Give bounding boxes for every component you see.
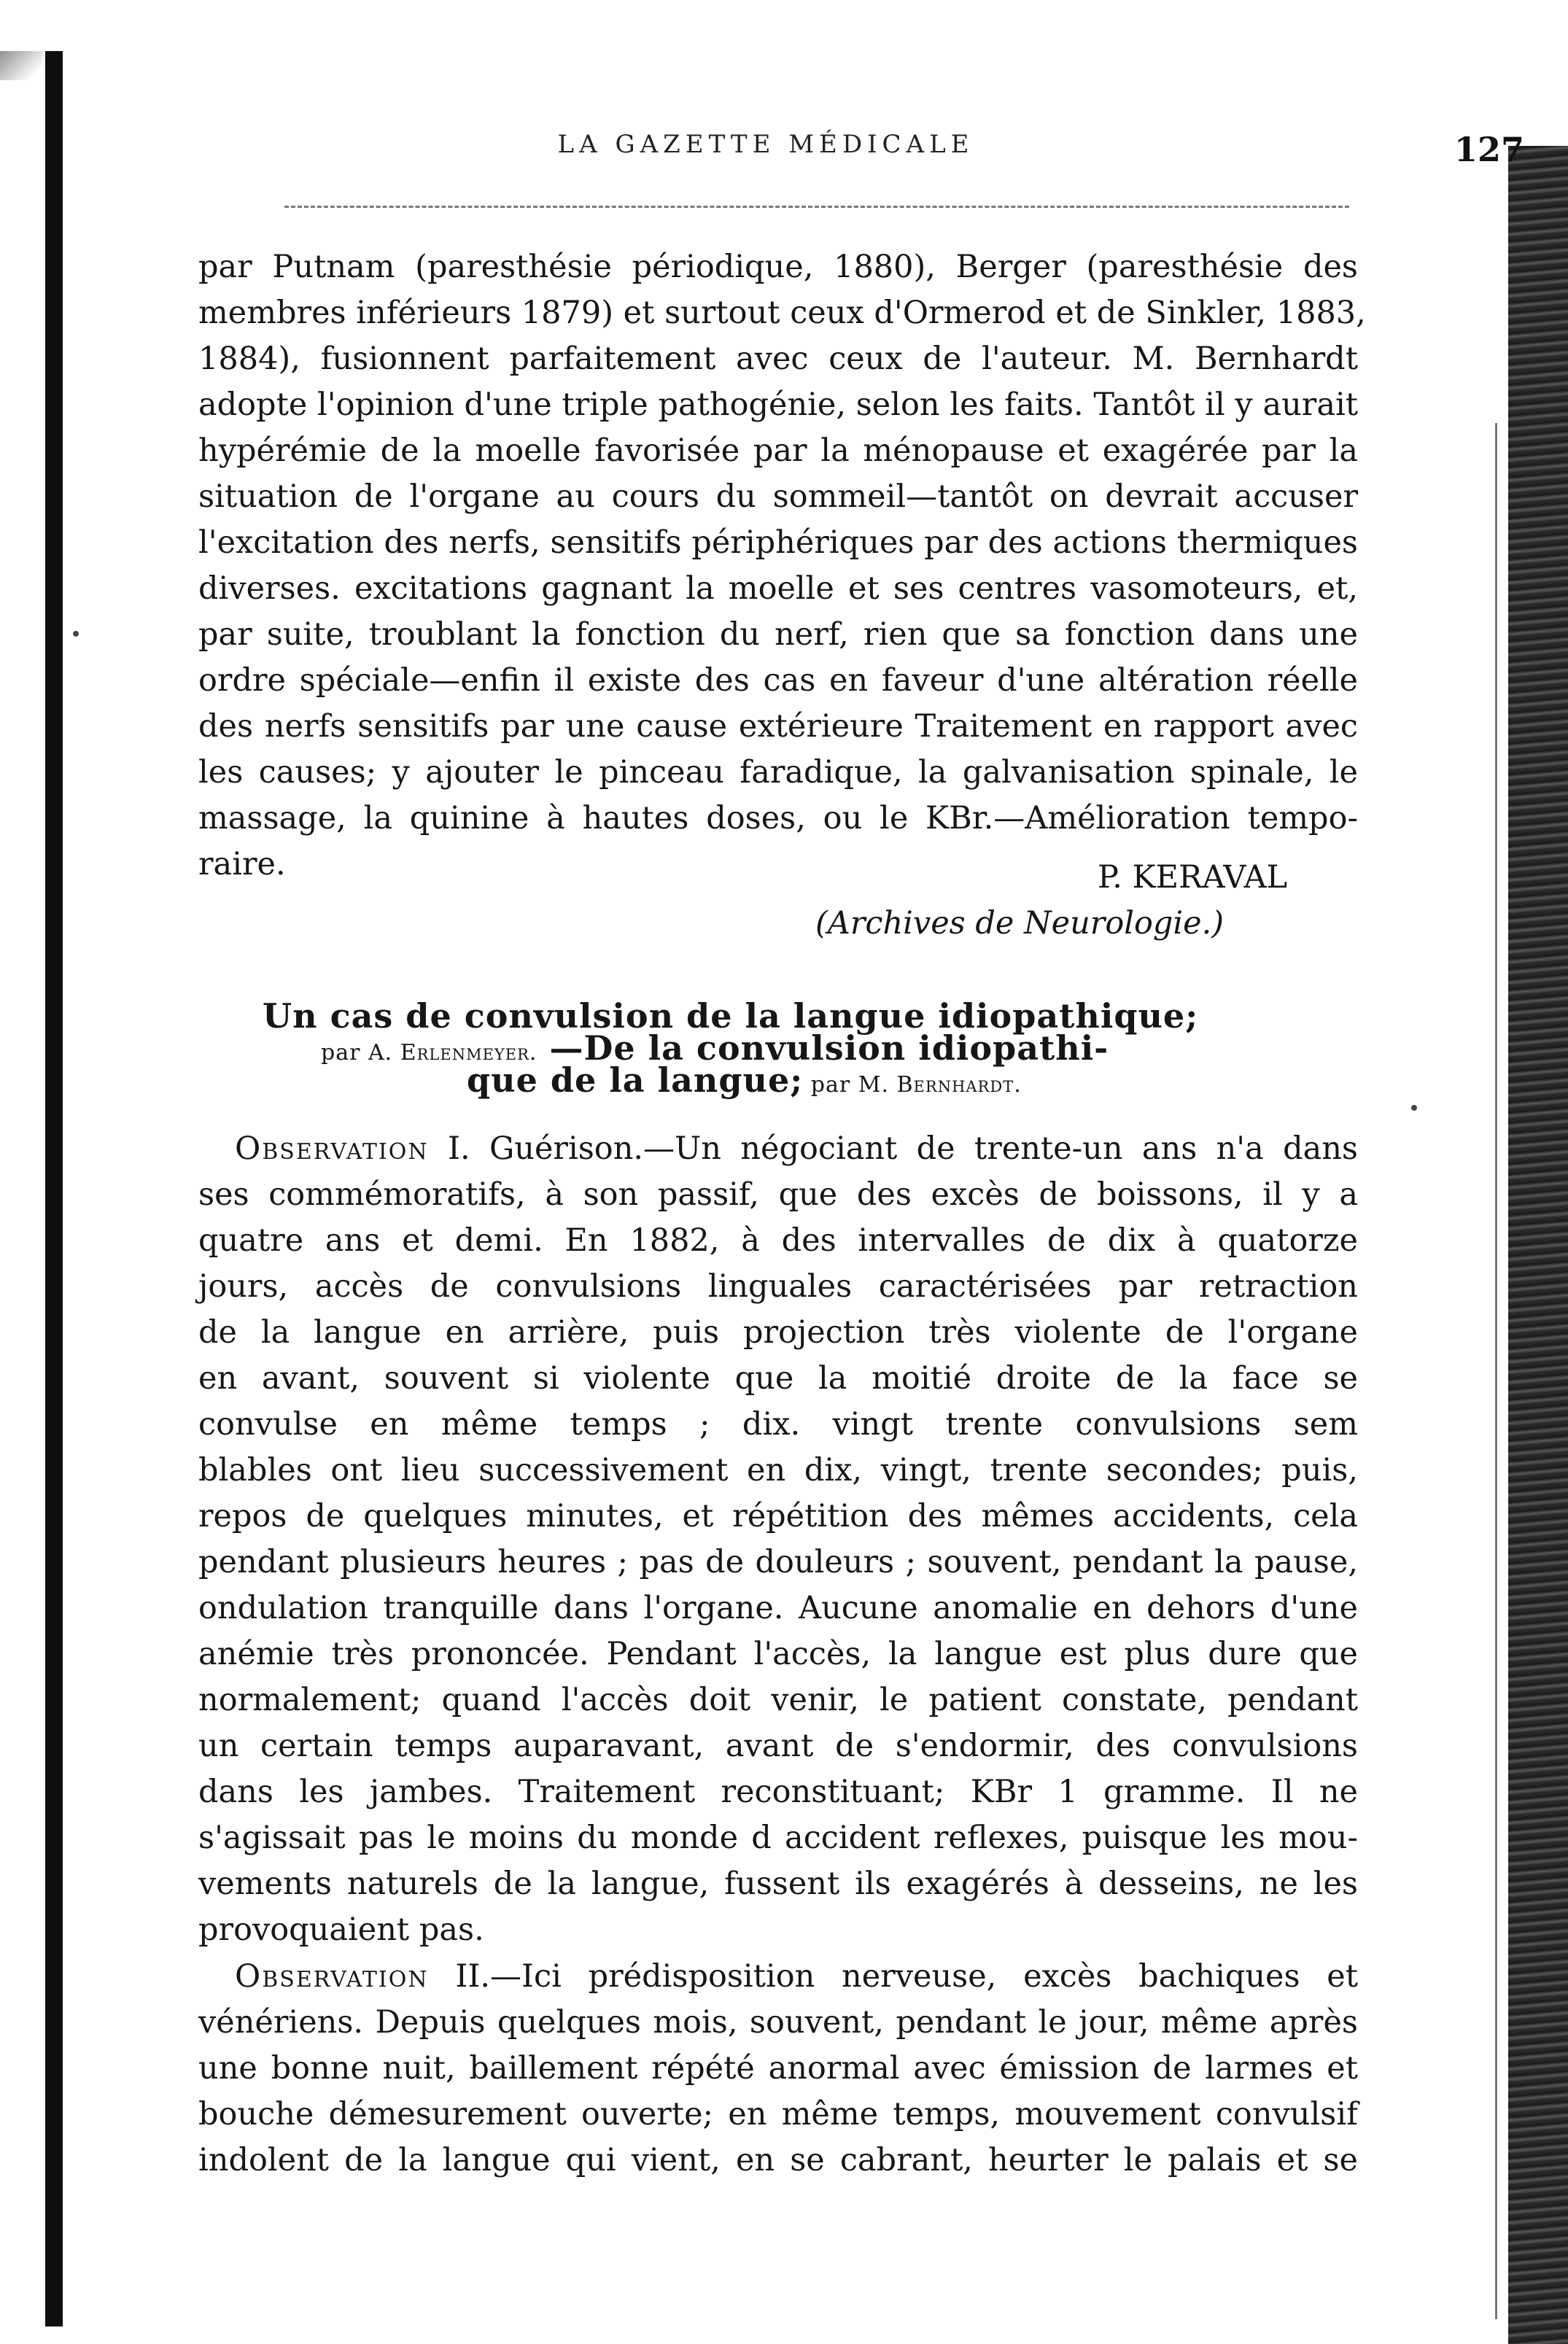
text-line: par suite, troublant la fonction du nerf, rien que sa fonction dans une [198,616,1358,653]
observation-label: Observation [235,1958,429,1995]
heading-dash: — [537,1028,584,1068]
page-edge-shadow [1508,146,1568,2344]
heading-title: De la convulsion idiopathi- [583,1028,1109,1068]
text-line: de la langue en arrière, puis projection très violente de l'organe [198,1314,1358,1351]
page-number: 127 [1453,130,1524,169]
text-line: des nerfs sensitifs par une cause extérieure Traitement en rapport avec [198,708,1358,745]
heading-title: Un cas de convulsion de la langue idiopathique; [263,996,1199,1036]
heading-author: Erlenmeyer. [400,1040,537,1066]
scan-speck [73,631,79,637]
text-line: Observation II.—Ici prédisposition nerveuse, excès bachiques et [235,1958,1358,1995]
scan-shadow [0,51,44,80]
source-citation: (Archives de Neurologie.) [815,905,1224,942]
text-line: repos de quelques minutes, et répétition des mêmes accidents, cela [198,1498,1358,1534]
text-line: un certain temps auparavant, avant de s'endormir, des convulsions [198,1728,1358,1764]
text-line: anémie très prononcée. Pendant l'accès, la langue est plus dure que [198,1636,1358,1672]
text-line: diverses. excitations gagnant la moelle et ses centres vasomoteurs, et, [198,570,1358,607]
text-line: Observation I. Guérison.—Un négociant de trente-un ans n'a dans [235,1130,1358,1167]
text-line: membres inférieurs 1879) et surtout ceux d'Ormerod et de Sinkler, 1883, [198,295,1366,331]
text-line: normalement; quand l'accès doit venir, le patient constate, pendant [198,1682,1358,1718]
text-line: massage, la quinine à hautes doses, ou le KBr.—Amélioration tempo- [198,800,1358,837]
text-line: quatre ans et demi. En 1882, à des intervalles de dix à quatorze [198,1222,1358,1259]
text-line: vénériens. Depuis quelques mois, souvent, pendant le jour, même après [198,2004,1358,2041]
text-line: vements naturels de la langue, fussent ils exagérés à desseins, ne les [198,1866,1358,1902]
text-line: adopte l'opinion d'une triple pathogénie, selon les faits. Tantôt il y aurait [198,387,1358,423]
scan-speck [1411,1105,1417,1111]
text-line: situation de l'organe au cours du sommeil—tantôt on devrait accuser [198,478,1358,515]
text-line: raire. [198,846,286,882]
text-line: jours, accès de convulsions linguales caractérisées par retraction [198,1268,1358,1305]
text-line: ordre spéciale—enfin il existe des cas en faveur d'une altération réelle [198,662,1358,699]
text-line: dans les jambes. Traitement reconstituant; KBr 1 gramme. Il ne [198,1774,1358,1810]
text-line: pendant plusieurs heures ; pas de douleurs ; souvent, pendant la pause, [198,1544,1358,1580]
text-line: convulse en même temps ; dix. vingt trente convulsions sem [198,1406,1358,1443]
text-line: provoquaient pas. [198,1912,484,1948]
observation-label: Observation [235,1130,429,1167]
text-line: bouche démesurement ouverte; en même temps, mouvement convulsif [198,2096,1358,2133]
heading-byline: par A. [321,1040,400,1066]
heading-author: Bernhardt. [896,1072,1022,1098]
text-line: blables ont lieu successivement en dix, vingt, trente secondes; puis, [198,1452,1358,1489]
article-heading-line3 [467,1062,1022,1106]
text-line: une bonne nuit, baillement répété anormal avec émission de larmes et [198,2050,1358,2087]
text-line: ondulation tranquille dans l'organe. Aucune anomalie en dehors d'une [198,1590,1358,1626]
heading-title: que de la langue; [467,1060,804,1100]
text-line: s'agissait pas le moins du monde d accident reflexes, puisque les mou- [198,1820,1358,1856]
text-line: par Putnam (paresthésie périodique, 1880), Berger (paresthésie des [198,249,1358,285]
text-line: indolent de la langue qui vient, en se cabrant, heurter le palais et se [198,2142,1358,2178]
header-rule [284,206,1349,208]
heading-byline: par M. [803,1072,897,1098]
text-line: hypérémie de la moelle favorisée par la ménopause et exagérée par la [198,432,1358,469]
text-line: 1884), fusionnent parfaitement avec ceux de l'auteur. M. Bernhardt [198,341,1358,377]
text-line: ses commémoratifs, à son passif, que des excès de boissons, il y a [198,1176,1358,1213]
book-spine-edge [45,51,63,2326]
author-signature: P. KERAVAL [1098,859,1288,896]
running-header [197,130,1524,174]
running-title: LA GAZETTE MÉDICALE [557,130,974,159]
text-line: l'excitation des nerfs, sensitifs périphériques par des actions thermiques [198,524,1358,561]
margin-line [1495,423,1497,2319]
text-line: en avant, souvent si violente que la moitié droite de la face se [198,1360,1358,1397]
text-line: les causes; y ajouter le pinceau faradique, la galvanisation spinale, le [198,754,1358,791]
